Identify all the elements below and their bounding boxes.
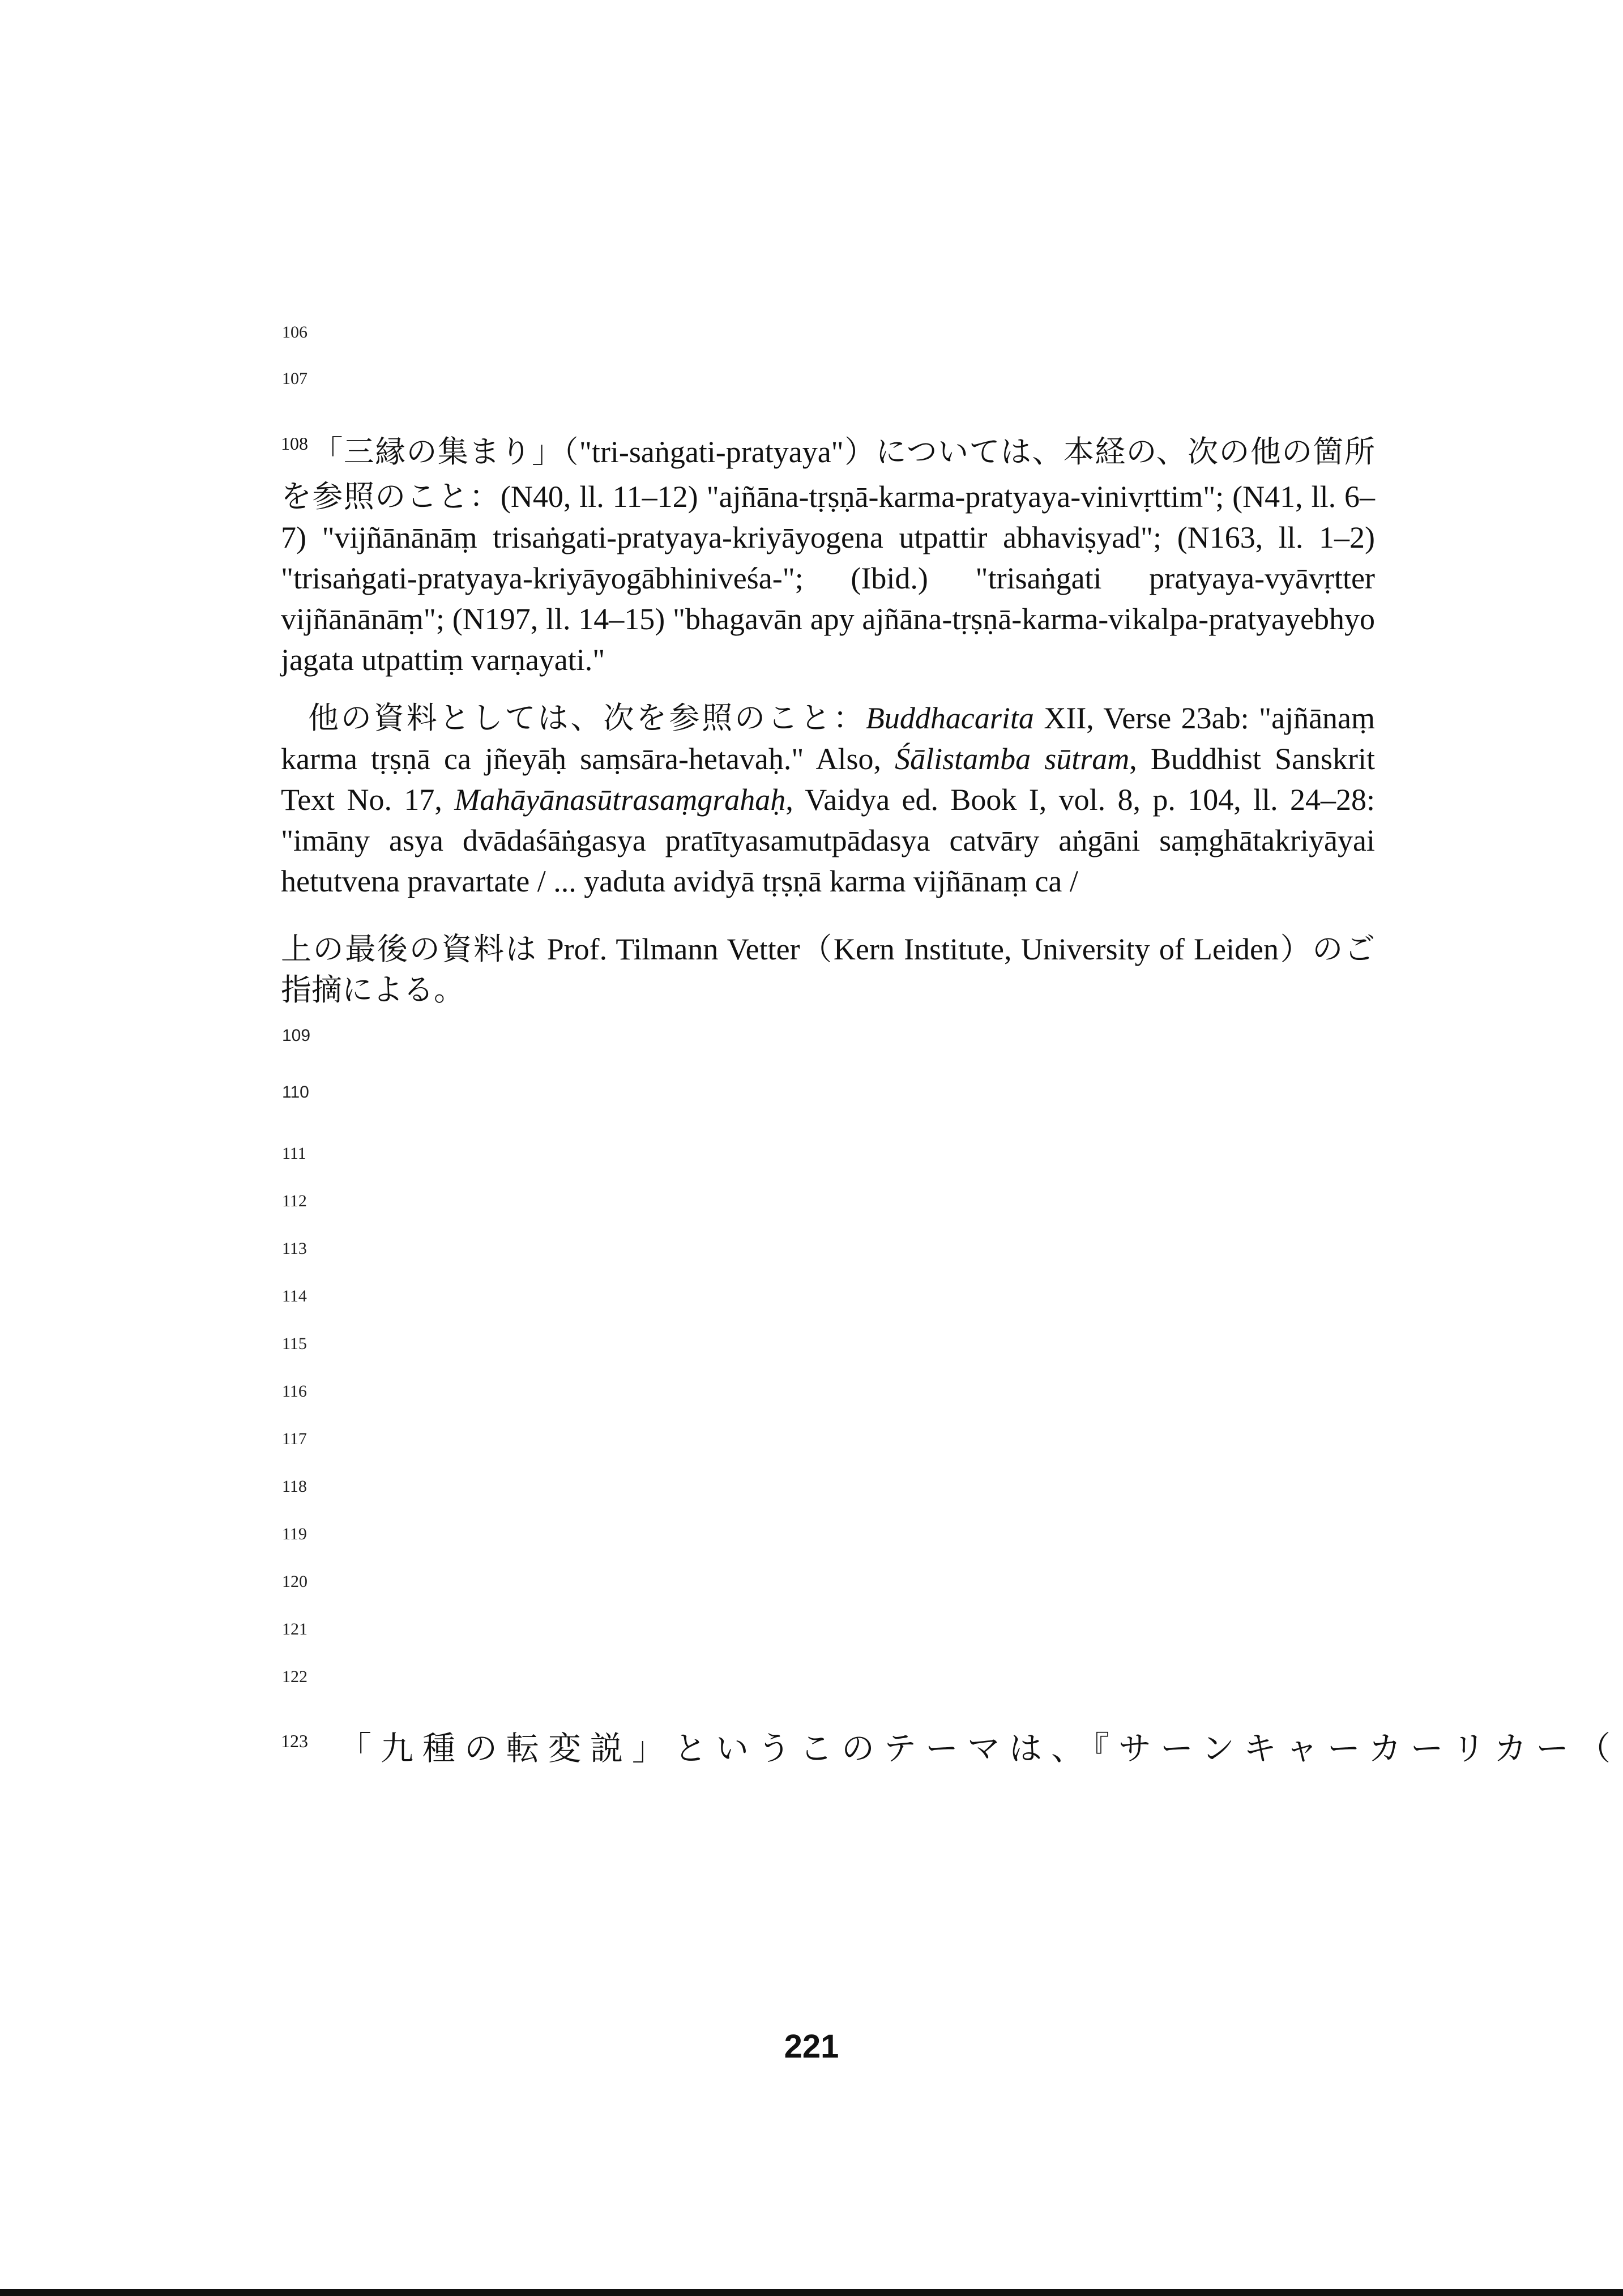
footnote-number: 123 [281, 1731, 308, 1751]
note-number-119: 119 [282, 1525, 307, 1543]
footnote-text: 「三縁の集まり」（"tri-saṅgati-pratyaya"）については、本経の、次の他の箇所を参照のこと：(N40, ll. 11–12) "ajñāna-tṛṣṇā-karma-pratyaya-vinivṛttim"; (N41, ll. 6–7) "vijñānānāṃ trisaṅgati-pratyaya-kriyāyogena utpattir abhaviṣyad"; (N163, ll. 1–2) "trisaṅgati-pratyaya-kriyāyogābhiniveśa-"; (Ibid.) "trisaṅgati pratyaya-vyāvṛtter vijñānānāṃ"; (N197, ll. 14–15) "bhagavān apy ajñāna-tṛṣṇā-karma-vikalpa-pratyayebhyo jagata utpattiṃ varṇayati." [281, 435, 1375, 677]
note-number-122: 122 [282, 1667, 307, 1686]
paragraph-text: , Vaidya ed. Book I, vol. 8, p. 104, ll. 24–28: "imāny asya dvādaśāṅgasya pratītyasamutpādasya catvāry aṅgāni saṃghātakriyāyai hetutvena pravartate / ... yaduta avidyā tṛṣṇā karma vijñānaṃ ca / [281, 783, 1375, 898]
paragraph-text: , Buddhist Sanskrit Text No. 17, [281, 742, 1375, 817]
note-number-120: 120 [282, 1572, 307, 1591]
footnote-text: 「九種の転変説」というこのテーマは、『サーンキャーカーリカー（ [339, 1730, 1620, 1767]
note-number-114: 114 [282, 1287, 307, 1305]
note-number-117: 117 [282, 1429, 307, 1448]
note-number-112: 112 [282, 1192, 307, 1210]
note-number-113: 113 [282, 1239, 307, 1258]
page-number: 221 [784, 2028, 839, 2065]
note-number-111: 111 [282, 1144, 306, 1163]
note-number-110: 110 [282, 1083, 309, 1102]
footnote-108 [281, 432, 1375, 680]
note-number-118: 118 [282, 1477, 307, 1496]
paragraph-lead: 他の資料としては、次を参照のこと： [308, 701, 866, 735]
work-title: Śālistamba sūtram [895, 742, 1130, 776]
footnote-123 [281, 1722, 1620, 1769]
work-title: Buddhacarita [865, 701, 1034, 735]
paragraph-text: XII, Verse 23ab: "ajñānaṃ karma tṛṣṇā ca jñeyāḥ saṃsāra-hetavaḥ." Also, [281, 701, 1376, 776]
scan-edge-rule [0, 2289, 1623, 2296]
acknowledgement-paragraph: 上の最後の資料は Prof. Tilmann Vetter（Kern Institute, University of Leiden）のご指摘による。 [281, 932, 1375, 1007]
note-number-106: 106 [282, 323, 307, 342]
reference-paragraph [281, 698, 1375, 902]
note-number-109: 109 [282, 1026, 311, 1045]
note-number-115: 115 [282, 1334, 307, 1353]
note-number-121: 121 [282, 1620, 307, 1638]
work-title: Mahāyānasūtrasaṃgrahaḥ [454, 783, 786, 817]
footnote-number: 108 [281, 433, 308, 454]
note-number-116: 116 [282, 1382, 307, 1401]
note-number-107: 107 [282, 369, 307, 388]
